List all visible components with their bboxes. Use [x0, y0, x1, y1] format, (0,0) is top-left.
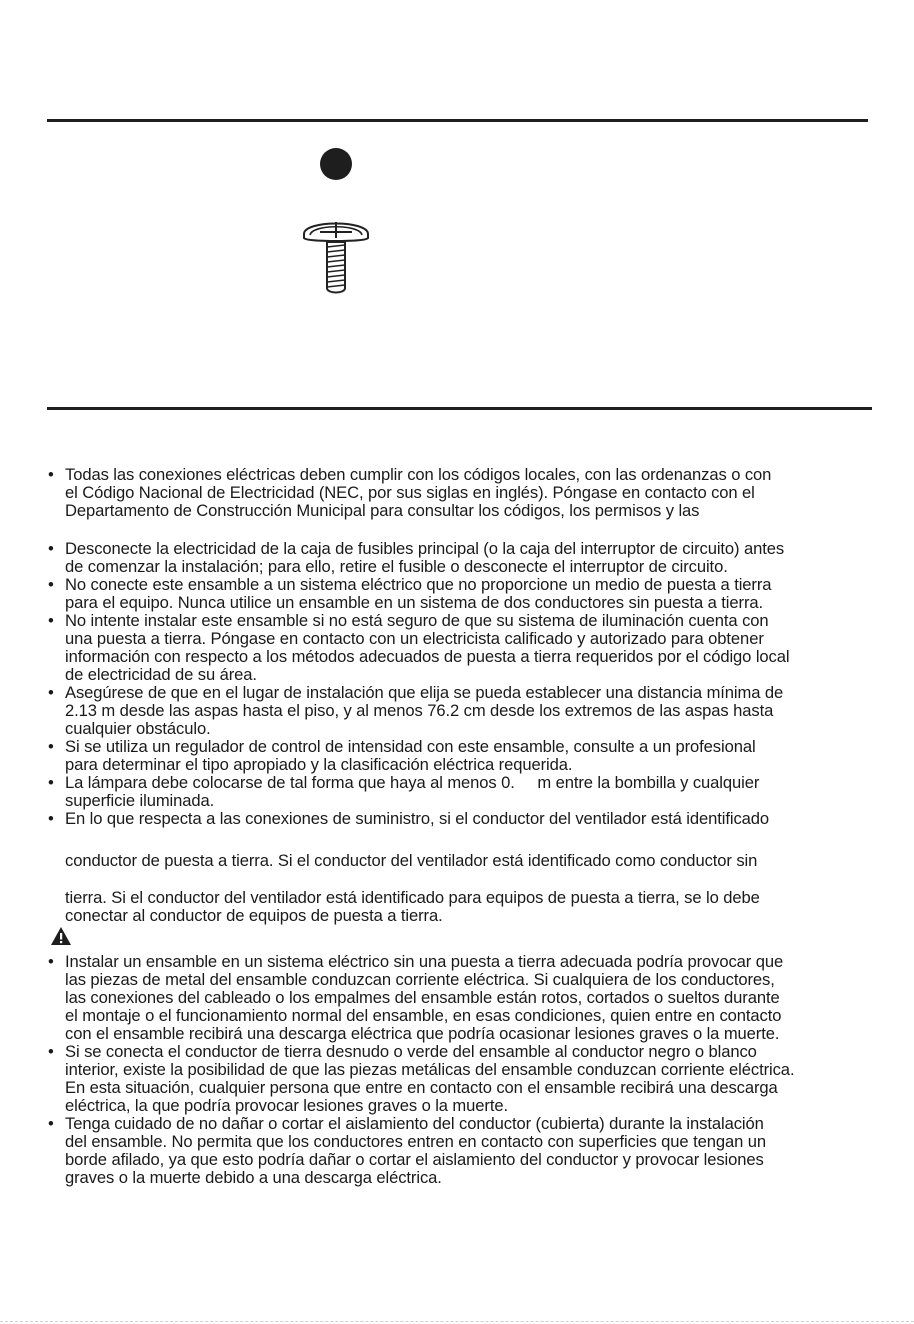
list-item: • La lámpara debe colocarse de tal forma que haya al menos 0. m entre la bombilla y cualquier	[48, 773, 760, 792]
bullet: •	[48, 465, 54, 484]
warning-block: • Instalar un ensamble en un sistema eléctrico sin una puesta a tierra adecuada podría provocar que las piezas de metal del ensamble conduzcan corriente eléctrica. Si cualquiera de los conductores, las conexiones del cableado o los empalmes del ensamble están rotos, cortados o sueltos durante el montaje o el funcionamiento normal del ensamble, en esas condiciones, quien entre en contacto con el ensamble recibirá una descarga eléctrica que podría ocasionar lesiones graves o la muerte. • Si se conecta el conductor de tierra desnudo o verde del ensamble al conductor negro o blanco interior, existe la posibilidad de que las piezas metálicas del ensamble conduzcan corriente eléctrica. En esta situación, cualquier persona que entre en contacto con el ensamble recibirá una descarga eléctrica, la que podría provocar lesiones graves o la muerte. • Tenga cuidado de no dañar o cortar el aislamiento del conductor (cubierta) durante la instalación del ensamble. No permita que los conductores entren en contacto con superficies que tengan un borde afilado, ya que esto podría dañar o cortar el aislamiento del conductor y provocar lesiones graves o la muerte debido a una descarga eléctrica.	[48, 953, 878, 1187]
list-item: • Instalar un ensamble en un sistema eléctrico sin una puesta a tierra adecuada podría provocar que	[48, 952, 784, 971]
list-item: • Todas las conexiones eléctricas deben cumplir con los códigos locales, con las ordenanzas o con	[48, 465, 772, 484]
part-badge-icon	[320, 148, 352, 180]
warning-triangle-icon	[50, 926, 72, 946]
list-item: • Asegúrese de que en el lugar de instalación que elija se pueda establecer una distancia mínima de	[48, 683, 784, 702]
list-item: • Si se utiliza un regulador de control de intensidad con este ensamble, consulte a un profesional	[48, 737, 756, 756]
list-item: • En lo que respecta a las conexiones de suministro, si el conductor del ventilador está identificado	[48, 809, 770, 828]
requirements-block-4: tierra. Si el conductor del ventilador está identificado para equipos de puesta a tierra, se lo debe conectar al conductor de equipos de puesta a tierra.	[65, 888, 760, 925]
list-item: • Tenga cuidado de no dañar o cortar el aislamiento del conductor (cubierta) durante la instalación	[48, 1114, 764, 1133]
middle-divider	[47, 407, 872, 410]
screw-icon	[298, 212, 374, 300]
list-item: • Desconecte la electricidad de la caja de fusibles principal (o la caja del interruptor de circuito) antes	[48, 539, 785, 558]
top-divider	[47, 119, 868, 122]
page-edge-divider	[0, 1321, 914, 1322]
requirements-block-3: conductor de puesta a tierra. Si el conductor del ventilador está identificado como conductor sin	[65, 851, 758, 870]
list-item: • Si se conecta el conductor de tierra desnudo o verde del ensamble al conductor negro o blanco	[48, 1042, 757, 1061]
list-item: • No intente instalar este ensamble si no está seguro de que su sistema de iluminación cuenta con	[48, 611, 769, 630]
list-item: • No conecte este ensamble a un sistema eléctrico que no proporcione un medio de puesta a tierra	[48, 575, 772, 594]
requirements-block-1: • Todas las conexiones eléctricas deben cumplir con los códigos locales, con las ordenanzas o con el Código Nacional de Electricidad (NEC, por sus siglas en inglés). Póngase en contacto con el Departamento de Construcción Municipal para consultar los códigos, los permisos y las	[48, 466, 878, 520]
requirements-block-2: • Desconecte la electricidad de la caja de fusibles principal (o la caja del interruptor de circuito) antes de comenzar la instalación; para ello, retire el fusible o desconecte el interruptor de circuito. • No conecte este ensamble a un sistema eléctrico que no proporcione un medio de puesta a tierra para el equipo. Nunca utilice un ensamble en un sistema de dos conductores sin puesta a tierra. • No intente instalar este ensamble si no está seguro de que su sistema de iluminación cuenta con una puesta a tierra. Póngase en contacto con un electricista calificado y autorizado para obtener información con respecto a los métodos adecuados de puesta a tierra requeridos por el código local de electricidad de su área. • Asegúrese de que en el lugar de instalación que elija se pueda establecer una distancia mínima de 2.13 m desde las aspas hasta el piso, y al menos 76.2 cm desde los extremos de las aspas hasta cualquier obstáculo. • Si se utiliza un regulador de control de intensidad con este ensamble, consulte a un profesional para determinar el tipo apropiado y la clasificación eléctrica requerida. • La lámpara debe colocarse de tal forma que haya al menos 0. m entre la bombilla y cualquier superficie iluminada. • En lo que respecta a las conexiones de suministro, si el conductor del ventilador está identificado	[48, 540, 878, 828]
